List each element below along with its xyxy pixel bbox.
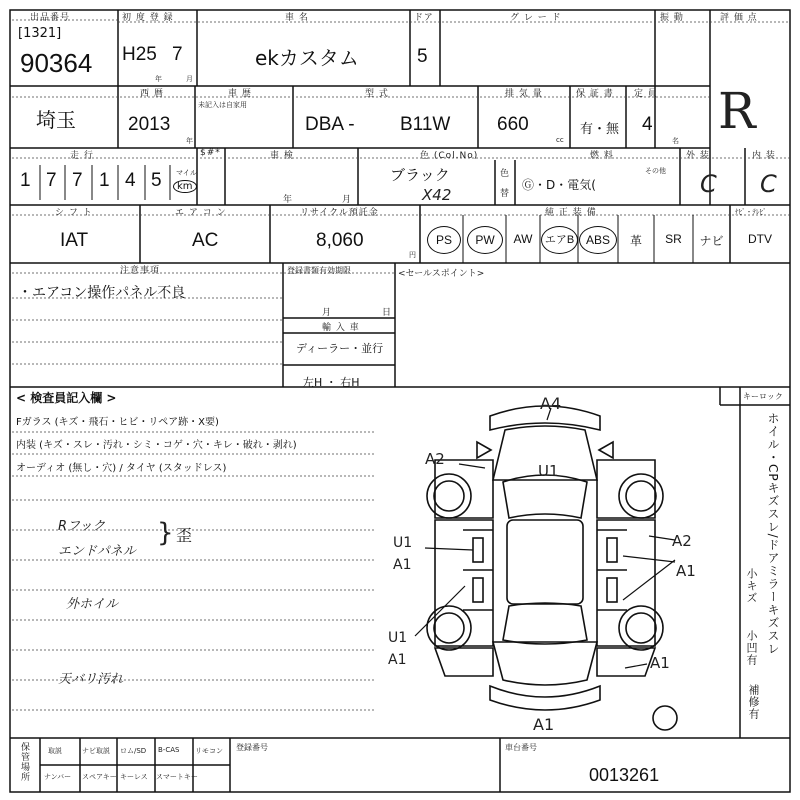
equip-abs: ABS <box>579 226 617 254</box>
mileage-digit-3: 7 <box>72 170 83 191</box>
count-label: 振 動 <box>660 13 684 23</box>
key-lock-label: キーロック <box>743 392 783 401</box>
diagram-code-a1-rear-right: A1 <box>650 654 670 672</box>
hand-note-roof: 天バリ汚れ <box>58 672 124 687</box>
hand-note-hook: Rフック <box>58 519 106 534</box>
equip-leather: 革 <box>629 234 642 248</box>
color-side-label: 色 <box>500 169 510 179</box>
car-name: ekカスタム <box>255 46 359 70</box>
interior-grade: C <box>760 170 777 198</box>
evaluation-score: R <box>718 82 756 140</box>
s-star-label: $#* <box>200 148 221 158</box>
color-no: X42 <box>422 186 452 204</box>
capacity: 4 <box>642 114 653 135</box>
displacement-label: 排 気 量 <box>505 89 543 99</box>
equip-airbag: エアB <box>541 226 578 254</box>
model-label: 型 式 <box>365 89 389 99</box>
reg-no-label: 登録番号 <box>236 743 268 752</box>
hand-note-endpanel: エンドパネル <box>58 544 136 559</box>
lot-code: [1321] <box>18 26 62 41</box>
inspector-line-3: オーディオ (無し・穴) / タイヤ (スタッドレス) <box>16 463 227 474</box>
diagram-code-a4: A4 <box>540 394 562 413</box>
history-note: 未記入は自家用 <box>198 101 247 109</box>
shift: IAT <box>60 230 89 251</box>
capacity-unit: 名 <box>672 137 679 145</box>
hand-note-distortion: 歪 <box>176 526 193 545</box>
import-dealer: ディーラー・並行 <box>296 342 384 355</box>
diagram-code-a1-rear-left: A1 <box>388 652 407 668</box>
first-reg-era: H25 <box>122 44 157 65</box>
reg-deadline-label: 登録書類有効期限 <box>287 266 351 275</box>
mileage-digit-5: 4 <box>125 170 136 191</box>
equip-navi: ナビ <box>699 234 724 248</box>
side-note-repair: 補修有 <box>747 684 760 720</box>
reg-deadline-month: 月 <box>322 308 332 318</box>
hand-note-brace: } <box>157 518 174 548</box>
model-code: B11W <box>400 114 451 135</box>
first-reg-label: 初 度 登 録 <box>122 13 174 23</box>
interior-label: 内 装 <box>752 151 776 161</box>
side-note-small-scratch: 小キズ <box>745 568 758 604</box>
displacement-unit: cc <box>556 136 564 144</box>
mileage-digit-4: 1 <box>99 170 110 191</box>
recycle-unit: 円 <box>409 251 416 259</box>
grade-label: グ レ ー ド <box>510 13 562 23</box>
side-note-main: ホイル・CPキズスレ/ドアミラーキズスレ <box>766 412 780 656</box>
sales-point-label: <セールスポイント> <box>398 269 485 279</box>
first-reg-year-mark: 年 <box>155 75 162 83</box>
mileage-digit-1: 1 <box>20 170 31 191</box>
equip-dtv: DTV <box>748 232 772 246</box>
footer-remote: リモコン <box>195 747 223 755</box>
footer-keyless: キーレス <box>120 773 148 781</box>
fuel-label: 燃 料 <box>590 151 614 161</box>
hand-note-wheel: 外ホイル <box>66 597 119 612</box>
model-prefix: DBA - <box>305 114 355 135</box>
inspection-month: 月 <box>342 195 352 205</box>
equip-ps: PS <box>427 226 461 254</box>
footer-number: ナンバー <box>44 773 72 781</box>
diagram-code-a1-left: A1 <box>393 557 412 573</box>
diagram-code-a1-rear: A1 <box>533 715 555 734</box>
fuel-other: その他 <box>645 167 666 175</box>
history-label: 車 歴 <box>228 89 252 99</box>
inspection-label: 車 検 <box>270 151 294 161</box>
shift-label: シ フ ト <box>55 208 93 218</box>
mileage-digit-2: 7 <box>46 170 57 191</box>
equipment-label: 純 正 装 備 <box>545 208 597 218</box>
footer-manual: 取説 <box>48 747 62 755</box>
side-note-dent: 小凹有 <box>745 630 758 666</box>
import-steer: 左H ・ 右H <box>303 376 360 389</box>
color-label: 色 (Col.No) <box>420 151 479 161</box>
diagram-code-u1-rear-left: U1 <box>388 630 408 646</box>
inspector-line-2: 内装 (キズ・スレ・汚れ・シミ・コゲ・穴・キレ・破れ・剥れ) <box>16 440 297 451</box>
aircon: AC <box>192 230 219 251</box>
exterior-label: 外 装 <box>686 151 710 161</box>
caution-label: 注意事項 <box>120 266 161 276</box>
caution-note: ・エアコン操作パネル不良 <box>18 285 186 301</box>
mileage-mile: マイル <box>176 169 197 177</box>
footer-smart-key: スマートキー <box>156 773 198 781</box>
inspection-year: 年 <box>283 195 293 205</box>
evaluation-label: 評 価 点 <box>720 13 758 23</box>
aircon-label: エ ア コ ン <box>175 208 227 218</box>
recycle-fee: 8,060 <box>316 230 364 251</box>
warranty: 有・無 <box>580 122 620 137</box>
lot-number: 90364 <box>20 48 93 78</box>
lot-no-label: 出品番号 <box>30 13 71 23</box>
nav-tv-label: ﾅﾋﾞ・ﾃﾚﾋﾞ <box>735 208 767 216</box>
reg-deadline-day: 日 <box>382 308 392 318</box>
recycle-label: リサイクル預託金 <box>300 208 379 218</box>
car-name-label: 車 名 <box>285 13 309 23</box>
doors: 5 <box>417 46 428 67</box>
serial-number: 0013261 <box>589 765 660 785</box>
footer-bcas: B-CAS <box>158 746 180 754</box>
diagram-code-u1-left: U1 <box>393 535 413 551</box>
equip-aw: AW <box>513 232 533 246</box>
diagram-code-a1-right: A1 <box>676 562 696 580</box>
doors-label: ドア <box>414 13 434 23</box>
inspector-line-1: Fガラス (キズ・飛石・ヒビ・リペア跡・X要) <box>16 417 219 428</box>
diagram-code-u1-windshield: U1 <box>538 462 559 480</box>
year-mark: 年 <box>186 137 193 145</box>
car-damage-diagram <box>375 390 720 735</box>
footer-rom-sd: ロム/SD <box>120 747 147 755</box>
year-label: 西 暦 <box>140 89 164 99</box>
color-change-label: 替 <box>500 189 510 199</box>
mileage-label: 走 行 <box>70 151 94 161</box>
equip-pw: PW <box>467 226 503 254</box>
exterior-grade: C <box>700 170 717 198</box>
diagram-code-a2-front: A2 <box>425 450 445 468</box>
equip-sr: SR <box>665 232 682 246</box>
displacement: 660 <box>497 114 529 135</box>
diagram-code-a2-right: A2 <box>672 532 692 550</box>
footer-nav-manual: ナビ取説 <box>82 747 110 755</box>
year: 2013 <box>128 114 171 135</box>
area: 埼玉 <box>36 108 76 132</box>
storage-label: 保管場所 <box>19 742 29 782</box>
mileage-km: km <box>173 180 197 193</box>
inspector-label: < 検査員記入欄 > <box>16 391 117 405</box>
color-name: ブラック <box>390 166 450 184</box>
serial-label: 車台番号 <box>505 743 537 752</box>
first-reg-month-mark: 月 <box>186 75 193 83</box>
capacity-label: 定 員 <box>634 89 658 99</box>
warranty-label: 保 証 書 <box>576 89 614 99</box>
footer-spare-key: スペアキー <box>82 773 117 781</box>
mileage-digit-6: 5 <box>151 170 162 191</box>
first-reg-month: 7 <box>172 44 183 65</box>
import-label: 輸 入 車 <box>322 323 360 333</box>
fuel: Ⓖ・D・電気( <box>522 178 596 192</box>
